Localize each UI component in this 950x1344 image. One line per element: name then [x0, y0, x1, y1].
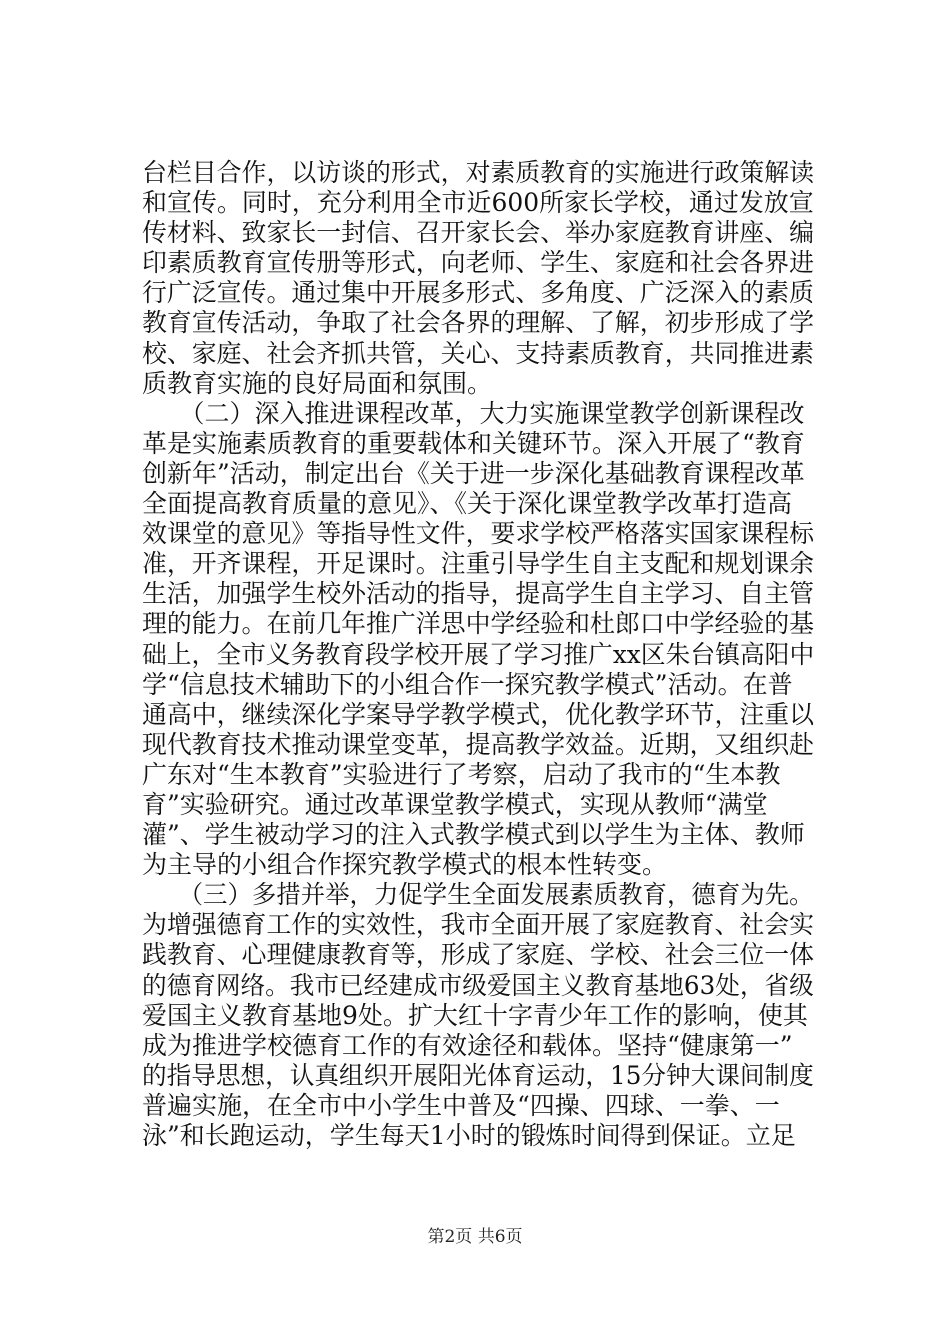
page-number-footer: 第2页 共6页	[427, 1227, 523, 1247]
text-line: 爱国主义教育基地9处。扩大红十字青少年工作的影响，使其	[142, 1000, 808, 1030]
text-line: 准，开齐课程，开足课时。注重引导学生自主支配和规划课余	[142, 549, 815, 579]
text-line: 行广泛宣传。通过集中开展多形式、多角度、广泛深入的素质	[142, 278, 815, 308]
text-line: 的德育网络。我市已经建成市级爱国主义教育基地63处，省级	[142, 970, 814, 1000]
text-line: 印素质教育宣传册等形式，向老师、学生、家庭和社会各界进	[142, 248, 815, 278]
text-line: 和宣传。同时，充分利用全市近600所家长学校，通过发放宣	[142, 188, 814, 218]
text-line: 为主导的小组合作探究教学模式的根本性转变。	[142, 850, 668, 880]
text-line: 成为推进学校德育工作的有效途径和载体。坚持“健康第一”	[142, 1030, 793, 1060]
text-line: 全面提高教育质量的意见》、《关于深化课堂教学改革打造高	[142, 489, 793, 519]
text-line: 革是实施素质教育的重要载体和关键环节。深入开展了“教育	[142, 428, 805, 458]
text-line: 理的能力。在前几年推广洋思中学经验和杜郎口中学经验的基	[142, 609, 815, 639]
text-line: 台栏目合作，以访谈的形式，对素质教育的实施进行政策解读	[142, 158, 815, 187]
text-line: 生活，加强学生校外活动的指导，提高学生自主学习、自主管	[142, 579, 815, 609]
text-line: 础上，全市义务教育段学校开展了学习推广xx区朱台镇高阳中	[142, 639, 815, 669]
text-line: 校、家庭、社会齐抓共管，关心、支持素质教育，共同推进素	[142, 338, 815, 368]
text-line: 学“信息技术辅助下的小组合作一探究教学模式”活动。在普	[142, 669, 793, 699]
text-line: 的指导思想，认真组织开展阳光体育运动，15分钟大课间制度	[142, 1060, 814, 1090]
text-line: 广东对“生本教育”实验进行了考察，启动了我市的“生本教	[142, 759, 781, 789]
text-line: 通高中，继续深化学案导学教学模式，优化教学环节，注重以	[142, 699, 815, 729]
text-line: 泳”和长跑运动，学生每天1小时的锻炼时间得到保证。立足	[142, 1121, 796, 1150]
text-line: （二）深入推进课程改革，大力实施课堂教学创新课程改	[142, 398, 805, 428]
text-line: 效课堂的意见》等指导性文件，要求学校严格落实国家课程标	[142, 519, 815, 549]
text-line: 灌”、学生被动学习的注入式教学模式到以学生为主体、教师	[142, 820, 805, 850]
text-line: 创新年”活动，制定出台《关于进一步深化基础教育课程改革	[142, 458, 805, 488]
text-line: 普遍实施，在全市中小学生中普及“四操、四球、一拳、一	[142, 1090, 780, 1120]
text-line: 传材料、致家长一封信、召开家长会、举办家庭教育讲座、编	[142, 218, 815, 248]
text-line: 育”实验研究。通过改革课堂教学模式，实现从教师“满堂	[142, 789, 768, 819]
text-line: 教育宣传活动，争取了社会各界的理解、了解，初步形成了学	[142, 308, 815, 338]
document-body	[142, 158, 814, 1151]
text-line: （三）多措并举，力促学生全面发展素质教育，德育为先。	[142, 880, 814, 910]
text-line: 践教育、心理健康教育等，形成了家庭、学校、社会三位一体	[142, 940, 815, 970]
text-line: 为增强德育工作的实效性，我市全面开展了家庭教育、社会实	[142, 910, 815, 940]
text-line: 现代教育技术推动课堂变革，提高教学效益。近期，又组织赴	[142, 729, 815, 759]
text-line: 质教育实施的良好局面和氛围。	[142, 368, 493, 398]
